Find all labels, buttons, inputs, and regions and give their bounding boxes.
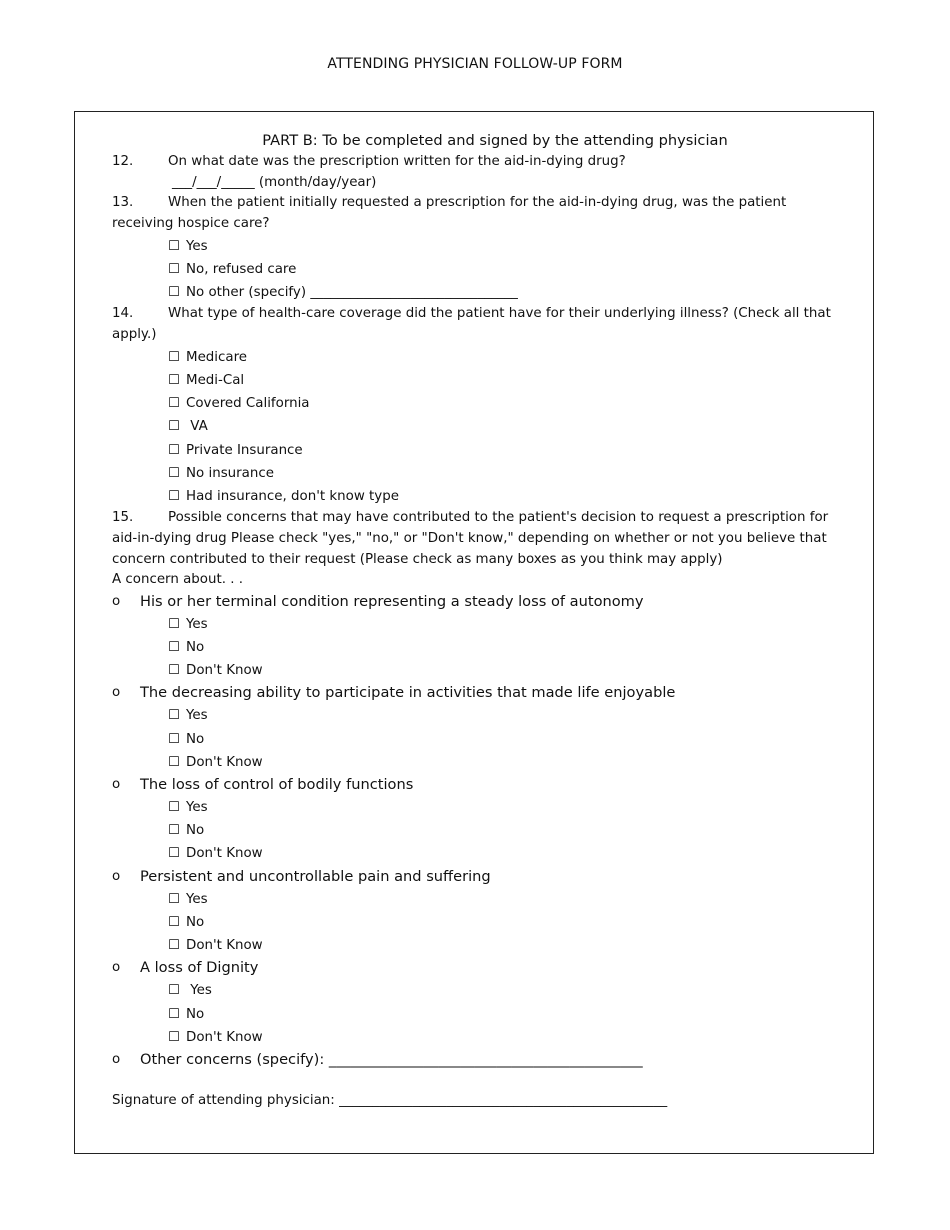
- checkbox-label: No: [186, 731, 205, 747]
- other-concerns: [112, 1049, 842, 1071]
- checkbox-option[interactable]: [112, 1026, 842, 1049]
- bullet-glyph: o: [112, 777, 121, 793]
- checkbox-label: No other (specify) _______________________________: [186, 285, 518, 301]
- checkbox-option[interactable]: [112, 485, 842, 508]
- checkbox-option[interactable]: [112, 392, 842, 415]
- bullet-glyph: o: [112, 593, 121, 609]
- checkbox-label: No: [186, 640, 205, 656]
- checkbox-option[interactable]: [112, 934, 842, 957]
- part-b-title: PART B: To be completed and signed by the attending physician: [262, 132, 728, 149]
- checkbox-option[interactable]: [112, 911, 842, 934]
- question-14: [112, 304, 842, 345]
- checkbox-option[interactable]: [112, 888, 842, 911]
- checkbox-icon[interactable]: ☐: [168, 800, 181, 816]
- checkbox-option[interactable]: [112, 751, 842, 774]
- checkbox-icon[interactable]: ☐: [168, 891, 181, 907]
- checkbox-label: Private Insurance: [186, 442, 303, 458]
- checkbox-option[interactable]: [112, 369, 842, 392]
- checkbox-label: Medicare: [186, 349, 248, 365]
- question-number: 13.: [112, 195, 134, 211]
- checkbox-icon[interactable]: ☐: [168, 708, 181, 724]
- checkbox-option[interactable]: [112, 258, 842, 281]
- question-number: 15.: [112, 510, 134, 526]
- question-number: 12.: [112, 154, 134, 169]
- checkbox-icon[interactable]: ☐: [168, 1029, 181, 1045]
- checkbox-label: Don't Know: [186, 754, 263, 770]
- coverage-options: [112, 346, 842, 508]
- concern-item: [112, 682, 842, 704]
- checkbox-label: No: [186, 823, 205, 839]
- question-number: 14.: [112, 306, 134, 322]
- checkbox-option[interactable]: [112, 842, 842, 865]
- checkbox-label: Yes: [186, 891, 208, 907]
- checkbox-label: Don't Know: [186, 938, 263, 954]
- question-13: [112, 193, 842, 234]
- checkbox-label: No: [186, 1006, 205, 1022]
- checkbox-label: Don't Know: [186, 846, 263, 862]
- checkbox-icon[interactable]: ☐: [168, 616, 181, 632]
- checkbox-icon[interactable]: ☐: [168, 846, 181, 862]
- checkbox-option[interactable]: [112, 796, 842, 819]
- checkbox-icon[interactable]: ☐: [168, 489, 181, 505]
- checkbox-icon[interactable]: ☐: [168, 442, 181, 458]
- concern-text: The decreasing ability to participate in activities that made life enjoyable: [140, 684, 676, 702]
- checkbox-label: No, refused care: [186, 262, 297, 278]
- checkbox-option[interactable]: [112, 979, 842, 1002]
- checkbox-icon[interactable]: ☐: [168, 983, 181, 999]
- checkbox-label: VA: [186, 419, 208, 435]
- checkbox-icon[interactable]: ☐: [168, 640, 181, 656]
- question-15: [112, 508, 842, 570]
- checkbox-option[interactable]: [112, 439, 842, 462]
- checkbox-option[interactable]: [112, 636, 842, 659]
- date-field[interactable]: ___/___/_____ (month/day/year): [172, 174, 377, 190]
- checkbox-label: Yes: [186, 983, 212, 999]
- checkbox-option[interactable]: [112, 415, 842, 438]
- concern-text: A loss of Dignity: [140, 959, 259, 977]
- checkbox-icon[interactable]: ☐: [168, 1006, 181, 1022]
- concern-list: [112, 591, 842, 1049]
- checkbox-option[interactable]: [112, 659, 842, 682]
- document-title: ATTENDING PHYSICIAN FOLLOW-UP FORM: [327, 56, 623, 72]
- question-text: What type of health-care coverage did the patient have for their underlying illness? (Check all that apply.): [112, 306, 831, 343]
- checkbox-label: No: [186, 914, 205, 930]
- concern-item: [112, 774, 842, 796]
- checkbox-icon[interactable]: ☐: [168, 349, 181, 365]
- bullet-glyph: o: [112, 1051, 121, 1067]
- concern-item: [112, 957, 842, 979]
- checkbox-label: Yes: [186, 800, 208, 816]
- checkbox-option[interactable]: [112, 281, 842, 304]
- checkbox-icon[interactable]: ☐: [168, 823, 181, 839]
- checkbox-label: Medi-Cal: [186, 373, 245, 389]
- checkbox-option[interactable]: [112, 1003, 842, 1026]
- checkbox-label: Yes: [186, 238, 208, 254]
- checkbox-label: Had insurance, don't know type: [186, 489, 399, 505]
- checkbox-option[interactable]: [112, 235, 842, 258]
- bullet-glyph: o: [112, 960, 121, 976]
- hospice-options: [112, 235, 842, 305]
- concern-text: Persistent and uncontrollable pain and suffering: [140, 867, 491, 885]
- checkbox-icon[interactable]: ☐: [168, 262, 181, 278]
- checkbox-icon[interactable]: ☐: [168, 419, 181, 435]
- checkbox-icon[interactable]: ☐: [168, 396, 181, 412]
- concern-intro: A concern about. . .: [112, 572, 243, 588]
- question-text: On what date was the prescription written for the aid-in-dying drug?: [168, 154, 626, 169]
- checkbox-icon[interactable]: ☐: [168, 914, 181, 930]
- checkbox-option[interactable]: [112, 462, 842, 485]
- checkbox-icon[interactable]: ☐: [168, 663, 181, 679]
- concern-text: His or her terminal condition representing a steady loss of autonomy: [140, 592, 644, 610]
- checkbox-label: Don't Know: [186, 663, 263, 679]
- question-12: [112, 152, 842, 173]
- concern-item: [112, 866, 842, 888]
- checkbox-option[interactable]: [112, 728, 842, 751]
- checkbox-icon[interactable]: ☐: [168, 465, 181, 481]
- checkbox-label: Yes: [186, 616, 208, 632]
- checkbox-icon[interactable]: ☐: [168, 373, 181, 389]
- checkbox-icon[interactable]: ☐: [168, 754, 181, 770]
- checkbox-icon[interactable]: ☐: [168, 938, 181, 954]
- form-content: [112, 130, 842, 1111]
- signature-line[interactable]: Signature of attending physician: _________________________________________________: [112, 1092, 668, 1108]
- bullet-glyph: o: [112, 685, 121, 701]
- checkbox-label: Covered California: [186, 396, 310, 412]
- concern-text: The loss of control of bodily functions: [140, 776, 414, 794]
- checkbox-label: Don't Know: [186, 1029, 263, 1045]
- checkbox-option[interactable]: [112, 704, 842, 727]
- question-text: When the patient initially requested a prescription for the aid-in-dying drug, was the patient receiving hospice care?: [112, 195, 787, 232]
- question-text: Possible concerns that may have contributed to the patient's decision to request a prescription for aid-in-dying drug Please check "yes," "no," or "Don't know," depending on whether or not you believe that concern contributed to their request (Please check as many boxes as you think may apply): [112, 510, 829, 567]
- other-concerns-field[interactable]: Other concerns (specify): ___________________________________________: [140, 1050, 643, 1068]
- checkbox-option[interactable]: [112, 819, 842, 842]
- checkbox-label: No insurance: [186, 465, 274, 481]
- concern-item: [112, 591, 842, 613]
- bullet-glyph: o: [112, 868, 121, 884]
- checkbox-option[interactable]: [112, 613, 842, 636]
- checkbox-label: Yes: [186, 708, 208, 724]
- checkbox-option[interactable]: [112, 346, 842, 369]
- checkbox-icon[interactable]: ☐: [168, 285, 181, 301]
- checkbox-icon[interactable]: ☐: [168, 238, 181, 254]
- checkbox-icon[interactable]: ☐: [168, 731, 181, 747]
